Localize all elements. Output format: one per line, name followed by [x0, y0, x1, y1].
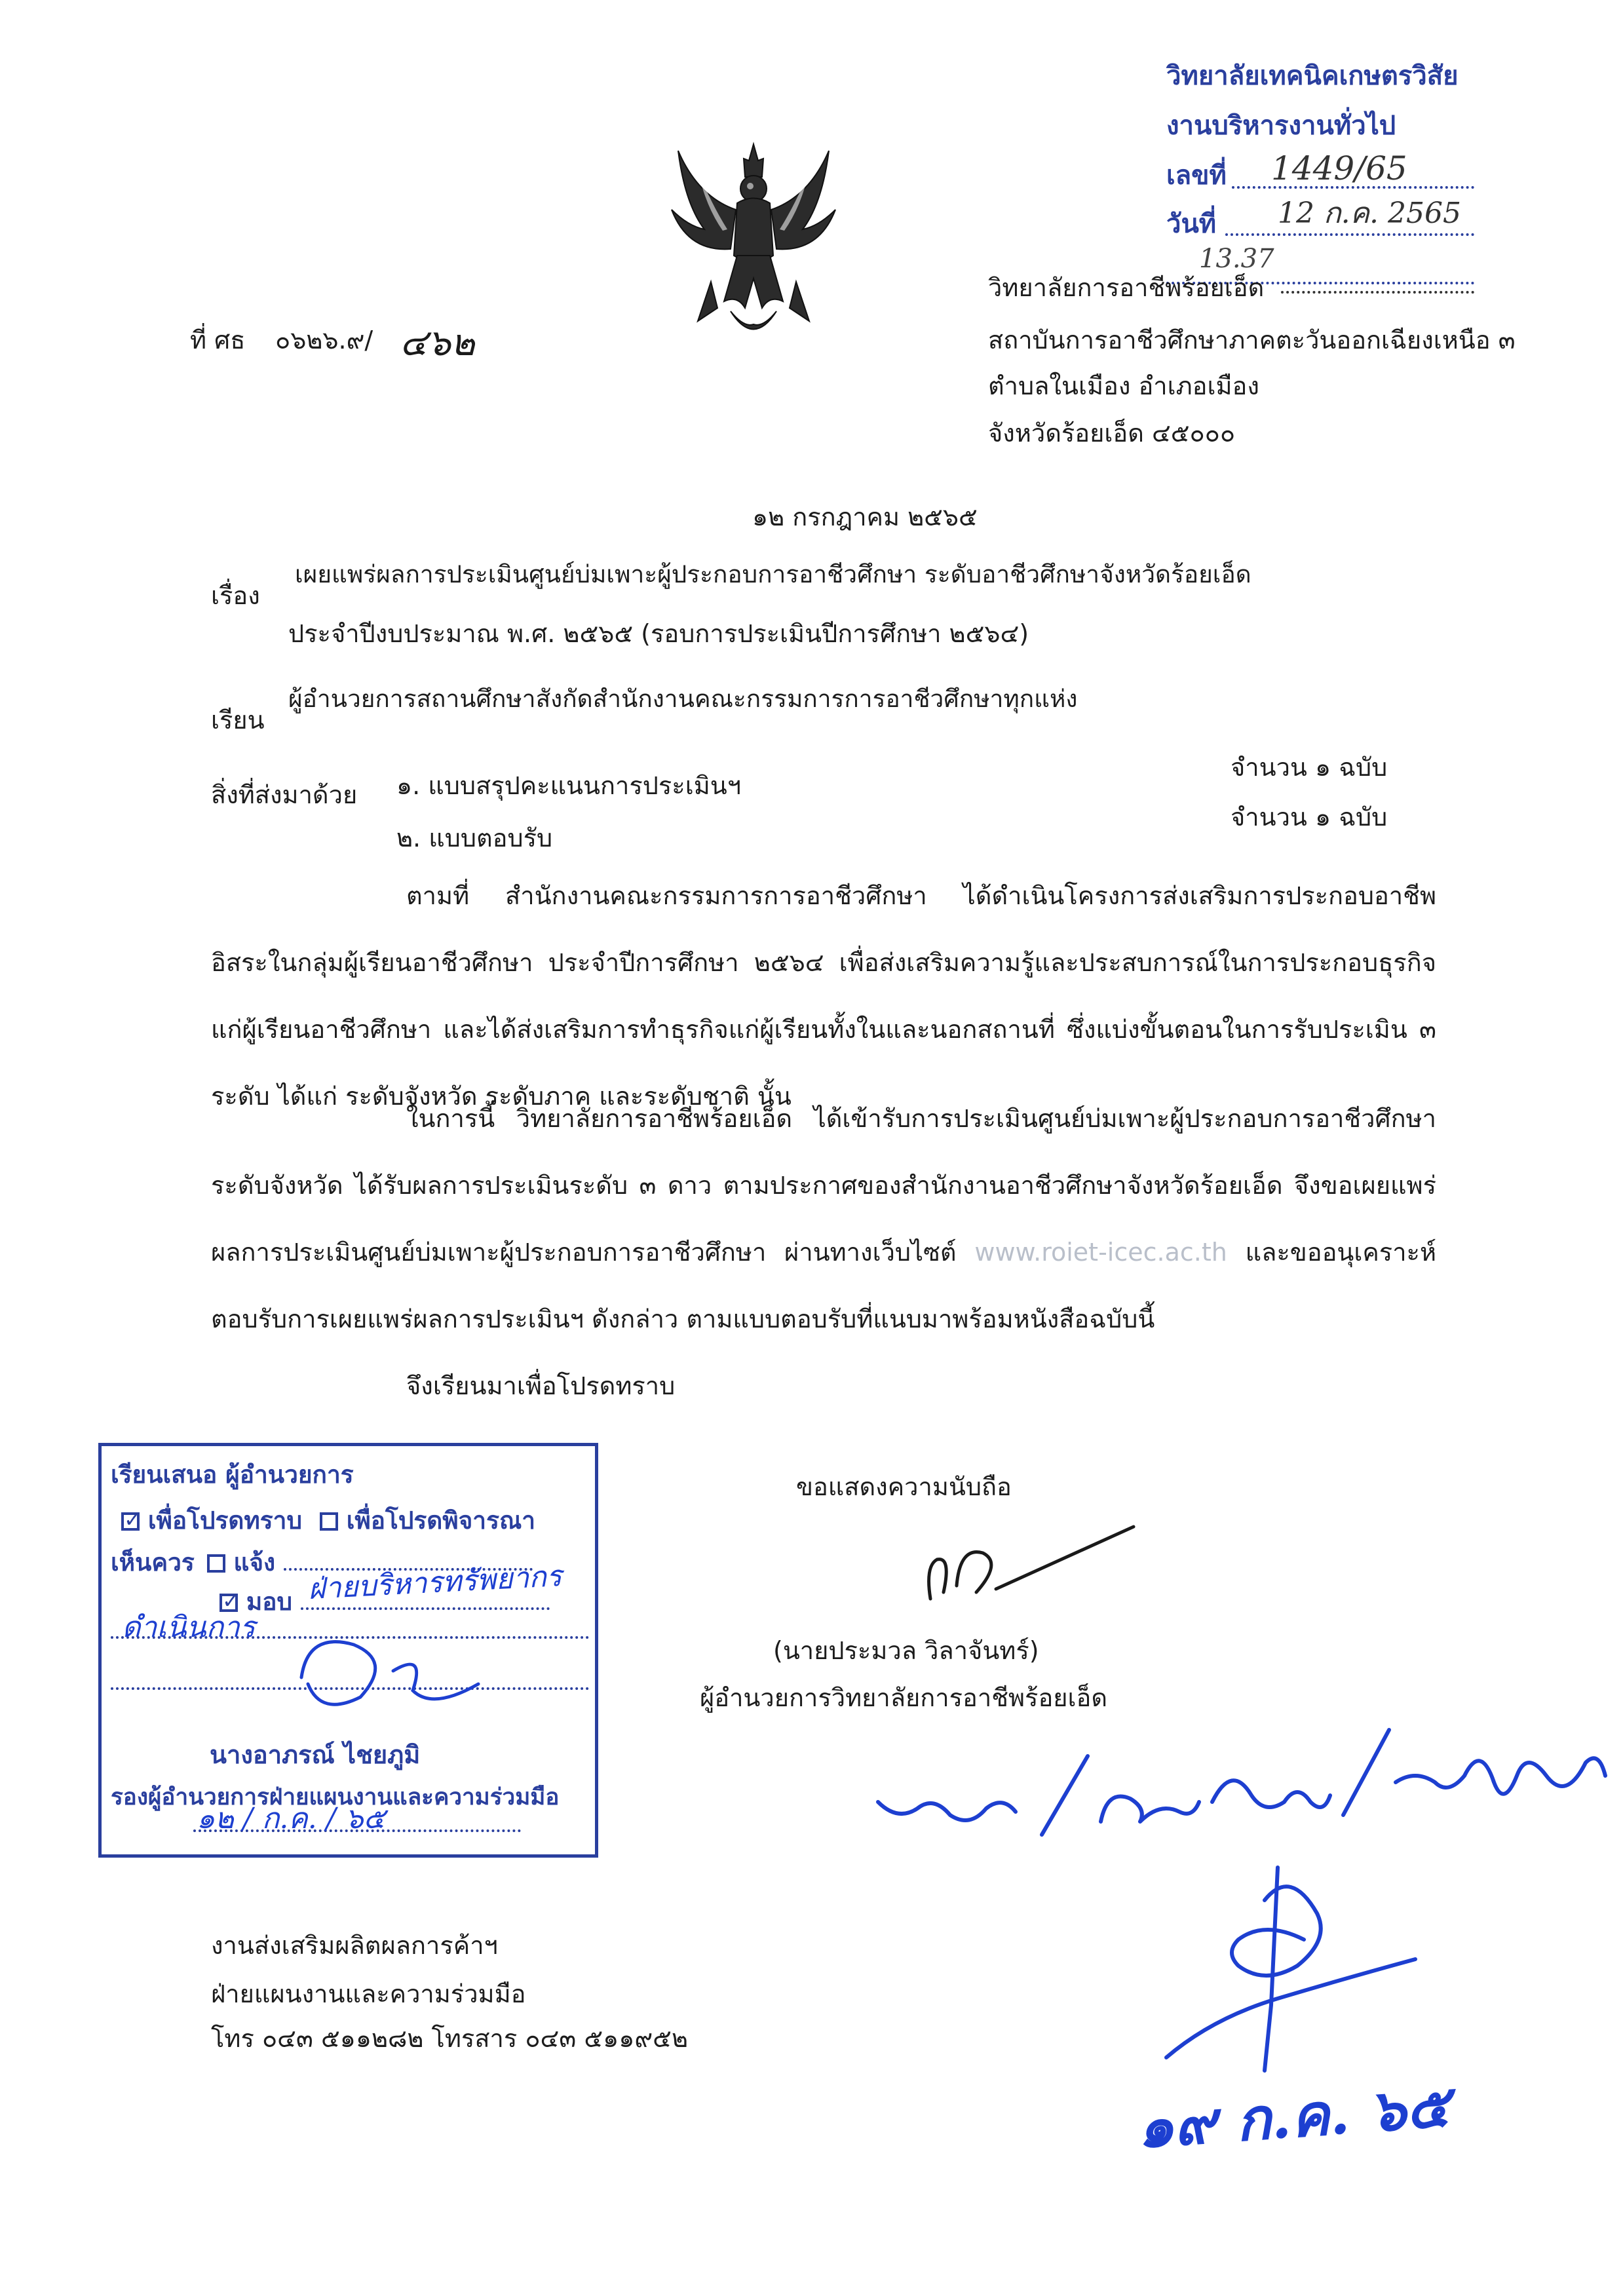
receipt-date-value: 12 ก.ค. 2565	[1278, 197, 1461, 230]
routing-handwriting-1: ฝ่ายบริหารทรัพยากร	[307, 1559, 563, 1607]
routing-signature-icon	[282, 1625, 498, 1723]
option-notify-label: แจ้ง	[233, 1548, 276, 1577]
receipt-date-label: วันที่	[1166, 209, 1217, 239]
reference-handwritten: ๔๖๒	[400, 322, 475, 364]
footer-line2: ฝ่ายแผนงานและความร่วมมือ	[211, 1980, 526, 2008]
handwritten-note-date: ๑๙ ก.ค. ๖๕	[1134, 2071, 1452, 2162]
website-link[interactable]: www.roiet-icec.ac.th	[974, 1238, 1227, 1267]
routing-date-handwritten: ๑๒ / ก.ค. / ๖๕	[197, 1802, 385, 1835]
receipt-time-value: 13.37	[1199, 244, 1274, 274]
routing-handwriting-2: ดำเนินการ	[122, 1611, 256, 1644]
footer-line3: โทร ๐๔๓ ๕๑๑๒๘๒ โทรสาร ๐๔๓ ๕๑๑๙๕๒	[211, 2024, 688, 2053]
option-acknowledge-label: เพื่อโปรดทราบ	[147, 1506, 302, 1535]
routing-name: นางอาภรณ์ ไชยภูมิ	[210, 1740, 421, 1769]
body-paragraph-2-start: ในการนี้ วิทยาลัยการอาชีพร้อยเอ็ด ได้เข้ารับการประเมินศูนย์บ่มเพาะผู้ประกอบการอาชีวศึกษา ระดับจังหวัด ได้รับผลการประเมินระดับ ๓ ดาว ตามประกาศของสำนักงานอาชีวศึกษาจังหวัดร้อยเอ็ด จึงขอเผยแพร่ผลการประเมินศูนย์บ่มเพาะผู้ประกอบการอาชีวศึกษา ผ่านทางเว็บไซต์	[211, 1104, 1436, 1267]
signature-title: ผู้อำนวยการวิทยาลัยการอาชีพร้อยเอ็ด	[700, 1683, 1108, 1712]
sender-address-line1: วิทยาลัยการอาชีพร้อยเอ็ด	[988, 273, 1265, 302]
body-paragraph-2-end: และขออนุเคราะห์ตอบรับการเผยแพร่ผลการประเมินฯ ดังกล่าว ตามแบบตอบรับที่แนบมาพร้อมหนังสือฉบับนี้	[211, 1238, 1437, 1333]
signature-name: (นายประมวล วิลาจันทร์)	[773, 1636, 1039, 1665]
routing-options-row1	[121, 1501, 535, 1540]
sender-address-line4: จังหวัดร้อยเอ็ด ๔๕๐๐๐	[988, 419, 1236, 448]
garuda-emblem-icon	[659, 131, 849, 357]
enclosure-item-1: ๑. แบบสรุปคะแนนการประเมินฯ	[396, 771, 742, 800]
footer-line3-clip	[211, 2018, 688, 2053]
sender-dotline	[1281, 291, 1474, 294]
body-paragraph-2	[211, 1085, 1436, 1352]
enclosure-qty-2: จำนวน ๑ ฉบับ	[1231, 803, 1388, 832]
sender-address-line3: ตำบลในเมือง อำเภอเมือง	[988, 372, 1259, 400]
receipt-no-label: เลขที่	[1166, 161, 1227, 191]
body-paragraph-1: ตามที่ สำนักงานคณะกรรมการการอาชีวศึกษา ได้ดำเนินโครงการส่งเสริมการประกอบอาชีพอิสระในกลุ่มผู้เรียนอาชีวศึกษา ประจำปีการศึกษา ๒๕๖๔ เพื่อส่งเสริมความรู้และประสบการณ์ในการประกอบธุรกิจแก่ผู้เรียนอาชีวศึกษา และได้ส่งเสริมการทำธุรกิจแก่ผู้เรียนทั้งในและนอกสถานที่ ซึ่งแบ่งขั้นตอนในการรับประเมิน ๓ ระดับ ได้แก่ ระดับจังหวัด ระดับภาค และระดับชาติ นั้น	[211, 881, 1436, 1111]
receipt-no-value: 1449/65	[1271, 149, 1407, 187]
reference-label: ที่ ศธ	[190, 326, 246, 354]
closing-request: จึงเรียนมาเพื่อโปรดทราบ	[406, 1371, 676, 1400]
signature-closing: ขอแสดงความนับถือ	[796, 1472, 1012, 1501]
option-assign-label: มอบ	[246, 1588, 292, 1616]
reference-number: ๐๖๒๖.๙/	[275, 326, 373, 354]
footer-line1: งานส่งเสริมผลิตผลการค้าฯ	[211, 1931, 498, 1960]
checkbox-consider[interactable]	[320, 1512, 338, 1531]
sender-address-line2: สถาบันการอาชีวศึกษาภาคตะวันออกเฉียงเหนือ ๓	[988, 326, 1516, 354]
director-signature-icon	[911, 1520, 1147, 1612]
checkbox-notify[interactable]	[207, 1554, 225, 1573]
checkbox-acknowledge[interactable]	[121, 1512, 140, 1531]
routing-header: เรียนเสนอ ผู้อำนวยการ	[111, 1461, 354, 1489]
letter-date: ๑๒ กรกฎาคม ๒๕๖๕	[752, 503, 978, 531]
receipt-stamp-dept: งานบริหารงานทั่วไป	[1166, 111, 1396, 141]
subject-line1: เผยแพร่ผลการประเมินศูนย์บ่มเพาะผู้ประกอบการอาชีวศึกษา ระดับอาชีวศึกษาจังหวัดร้อยเอ็ด	[295, 560, 1251, 588]
subject-label: เรื่อง	[211, 581, 260, 610]
addressee-label: เรียน	[211, 706, 265, 735]
enclosure-qty-1: จำนวน ๑ ฉบับ	[1231, 753, 1388, 782]
enclosure-item-2: ๒. แบบตอบรับ	[396, 824, 553, 852]
option-recommend-label: เห็นควร	[111, 1548, 195, 1577]
receipt-stamp-org: วิทยาลัยเทคนิคเกษตรวิสัย	[1166, 61, 1459, 91]
routing-position: รองผู้อำนวยการฝ่ายแผนงานและความร่วมมือ	[111, 1784, 560, 1810]
enclosures-label: สิ่งที่ส่งมาด้วย	[211, 780, 358, 809]
subject-line2: ประจำปีงบประมาณ พ.ศ. ๒๕๖๕ (รอบการประเมินปีการศึกษา ๒๕๖๔)	[288, 619, 1029, 648]
option-consider-label: เพื่อโปรดพิจารณา	[346, 1506, 536, 1535]
addressee-text: ผู้อำนวยการสถานศึกษาสังกัดสำนักงานคณะกรรมการการอาชีวศึกษาทุกแห่ง	[288, 685, 1078, 713]
